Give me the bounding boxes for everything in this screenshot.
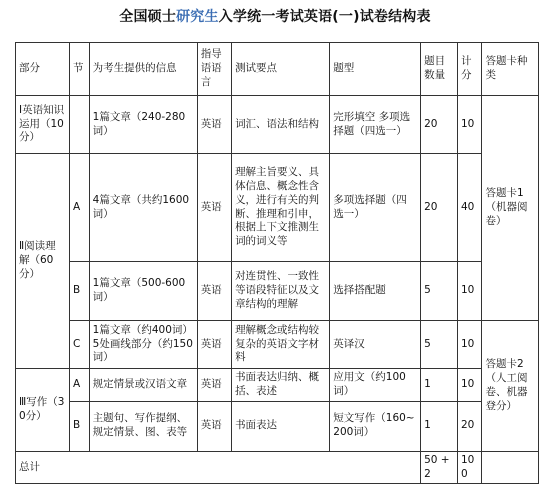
points-cell: 对连贯性、一致性等语段特征以及文章结构的理解: [232, 262, 330, 321]
total-row: [16, 451, 539, 484]
lang-cell: 英语: [197, 96, 231, 154]
num-cell: 5: [421, 262, 458, 321]
header-cell: 节: [70, 43, 90, 96]
page-title: [0, 6, 550, 26]
section-cell: C: [70, 321, 90, 369]
points-cell: 理解主旨要义、具体信息、概念性含义，进行有关的判断、推理和引申，根据上下文推测生词的词义等: [232, 154, 330, 262]
total-num-cell: 50 + 2: [421, 451, 458, 484]
type-cell: 短文写作（160~200词）: [330, 401, 421, 451]
lang-cell: 英语: [197, 401, 231, 451]
points-cell: 理解概念或结构较复杂的英语文字材料: [232, 321, 330, 369]
header-cell: 答题卡种类: [482, 43, 539, 96]
type-cell: 完形填空 多项选择题（四选一）: [330, 96, 421, 154]
info-cell: 主题句、写作提纲、规定情景、图、表等: [89, 401, 197, 451]
part-cell: Ⅰ英语知识运用（10分）: [16, 96, 70, 154]
header-cell: 计分: [457, 43, 482, 96]
section-cell: B: [70, 262, 90, 321]
table-row: [16, 321, 539, 369]
table-row: [16, 369, 539, 402]
score-cell: 10: [457, 369, 482, 402]
type-cell: 英译汉: [330, 321, 421, 369]
info-cell: 1篇文章（240-280词）: [89, 96, 197, 154]
info-cell: 4篇文章（共约1600词）: [89, 154, 197, 262]
table-row: [16, 401, 539, 451]
lang-cell: 英语: [197, 369, 231, 402]
title-suffix: 入学统一考试英语(一)试卷结构表: [218, 9, 431, 25]
header-cell: 题型: [330, 43, 421, 96]
total-label-cell: 总计: [16, 451, 421, 484]
num-cell: 1: [421, 369, 458, 402]
part-cell: Ⅱ阅读理解（60分）: [16, 154, 70, 369]
header-cell: 部分: [16, 43, 70, 96]
lang-cell: 英语: [197, 154, 231, 262]
type-cell: 选择搭配题: [330, 262, 421, 321]
score-cell: 20: [457, 401, 482, 451]
num-cell: 20: [421, 96, 458, 154]
header-row: [16, 43, 539, 96]
points-cell: 书面表达: [232, 401, 330, 451]
header-cell: 指导语语言: [197, 43, 231, 96]
header-cell: 题目数量: [421, 43, 458, 96]
exam-structure-table: [15, 42, 539, 484]
title-highlight: 研究生: [176, 9, 219, 25]
info-cell: 1篇文章（约400词）5处画线部分（约150词）: [89, 321, 197, 369]
table-row: [16, 262, 539, 321]
header-cell: 测试要点: [232, 43, 330, 96]
total-empty-cell: [482, 451, 539, 484]
lang-cell: 英语: [197, 262, 231, 321]
num-cell: 20: [421, 154, 458, 262]
table-row: [16, 154, 539, 262]
type-cell: 应用文（约100词）: [330, 369, 421, 402]
num-cell: 1: [421, 401, 458, 451]
title-prefix: 全国硕士: [119, 9, 177, 25]
section-cell: A: [70, 154, 90, 262]
points-cell: 词汇、语法和结构: [232, 96, 330, 154]
type-cell: 多项选择题（四选一）: [330, 154, 421, 262]
total-score-cell: 100: [457, 451, 482, 484]
score-cell: 10: [457, 321, 482, 369]
score-cell: 40: [457, 154, 482, 262]
points-cell: 书面表达归纳、概括、表述: [232, 369, 330, 402]
section-cell: A: [70, 369, 90, 402]
answer-card-2-cell: 答题卡2（人工阅卷、机器登分）: [482, 321, 539, 452]
info-cell: 1篇文章（500-600词）: [89, 262, 197, 321]
info-cell: 规定情景或汉语文章: [89, 369, 197, 402]
part-cell: Ⅲ写作（30分）: [16, 369, 70, 452]
score-cell: 10: [457, 96, 482, 154]
score-cell: 10: [457, 262, 482, 321]
lang-cell: 英语: [197, 321, 231, 369]
answer-card-1-cell: 答题卡1（机器阅卷）: [482, 96, 539, 321]
table-row: [16, 96, 539, 154]
num-cell: 5: [421, 321, 458, 369]
section-cell: B: [70, 401, 90, 451]
section-cell: [70, 96, 90, 154]
header-cell: 为考生提供的信息: [89, 43, 197, 96]
